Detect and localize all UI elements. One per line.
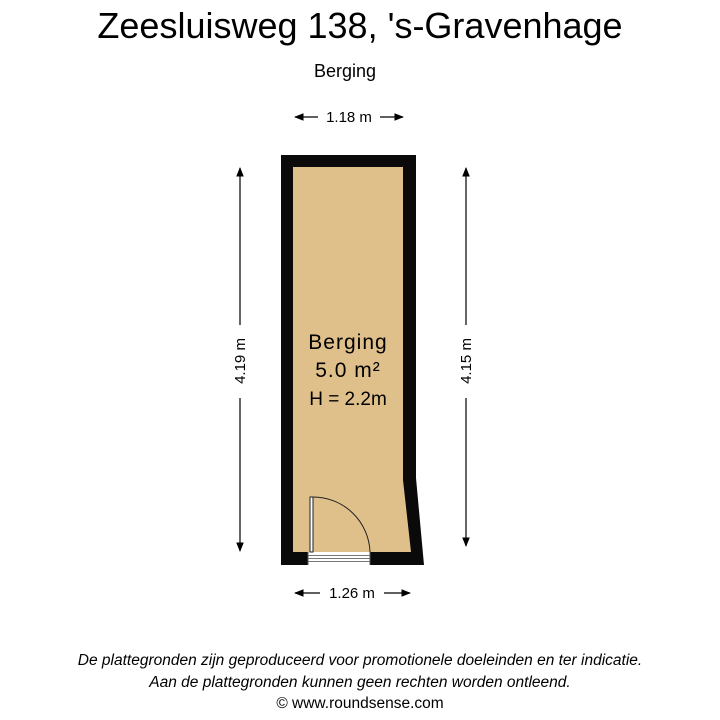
dim-label-left: 4.19 m — [232, 338, 249, 384]
footer-disclaimer-line2: Aan de plattegronden kunnen geen rechten worden ontleend. — [149, 674, 571, 691]
room-area: 5.0 m² — [315, 359, 381, 382]
dim-label-top: 1.18 m — [326, 109, 372, 126]
room-height: H = 2.2m — [309, 389, 387, 410]
dim-label-bottom: 1.26 m — [329, 585, 375, 602]
page-subtitle: Berging — [313, 61, 377, 81]
page-title: Zeesluisweg 138, 's-Gravenhage — [97, 5, 623, 46]
dim-label-right: 4.15 m — [458, 338, 475, 384]
footer-copyright: © www.roundsense.com — [276, 695, 444, 712]
footer-disclaimer-line1: De plattegronden zijn geproduceerd voor promotionele doeleinden en ter indicatie. — [77, 652, 643, 669]
room-name: Berging — [308, 331, 388, 354]
door-leaf — [310, 497, 313, 552]
